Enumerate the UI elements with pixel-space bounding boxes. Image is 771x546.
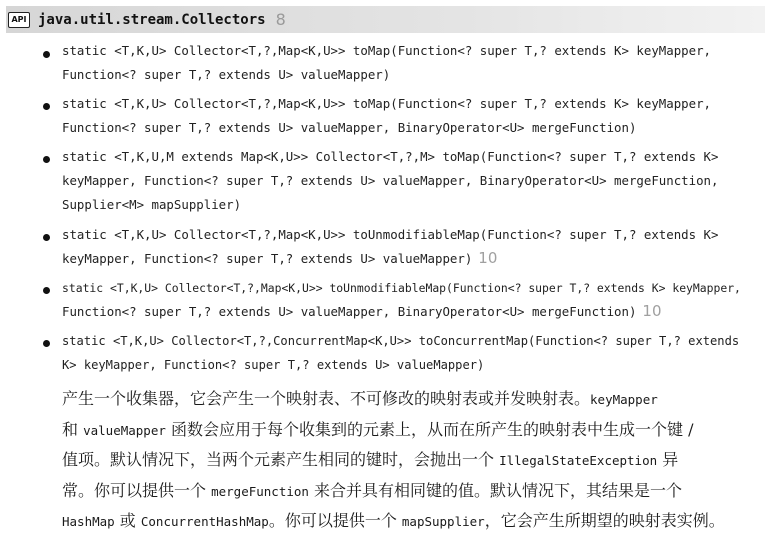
signature-line: Supplier<M> mapSupplier) bbox=[62, 197, 242, 212]
description-line bbox=[62, 384, 762, 415]
description-text: 值项。默认情况下，当两个元素产生相同的键时，会抛出一个 bbox=[62, 450, 500, 469]
description-line bbox=[62, 445, 762, 476]
package-name: java.util.stream.Collectors bbox=[38, 11, 266, 28]
bullet-icon bbox=[43, 287, 50, 294]
signature-line: keyMapper, Function<? super T,? extends U> valueMapper) bbox=[62, 251, 473, 266]
code-term: ConcurrentHashMap bbox=[140, 514, 269, 529]
description-line bbox=[62, 415, 762, 446]
description-text: ，它会产生所期望的映射表实例。 bbox=[484, 511, 725, 530]
signature-line: static <T,K,U> Collector<T,?,Map<K,U>> toUnmodifiableMap(Function<? super T,? extends K> bbox=[62, 227, 719, 242]
signature-line: static <T,K,U> Collector<T,?,Map<K,U>> toMap(Function<? super T,? extends K> keyMapper, bbox=[62, 43, 712, 58]
signature-line: static <T,K,U> Collector<T,?,Map<K,U>> toMap(Function<? super T,? extends K> keyMapper, bbox=[62, 96, 712, 111]
bullet-icon bbox=[43, 234, 50, 241]
signature-line: Function<? super T,? extends U> valueMapper) bbox=[62, 67, 391, 82]
signature-line: keyMapper, Function<? super T,? extends U> valueMapper, BinaryOperator<U> mergeFunction, bbox=[62, 173, 719, 188]
description-text: 常。你可以提供一个 bbox=[62, 480, 212, 500]
method-signature bbox=[62, 92, 770, 140]
method-signature bbox=[62, 39, 770, 87]
description-line bbox=[62, 476, 762, 507]
signature-line: Function<? super T,? extends U> valueMapper, BinaryOperator<U> mergeFunction) bbox=[62, 120, 637, 135]
description-text: 来合并具有相同键的值。默认情况下，其结果是一个 bbox=[308, 480, 683, 500]
description-line bbox=[62, 506, 762, 537]
description-text: 或 bbox=[114, 511, 141, 530]
signature-line: K> keyMapper, Function<? super T,? extends U> valueMapper) bbox=[62, 358, 485, 372]
code-term: mapSupplier bbox=[401, 514, 485, 529]
code-term: IllegalStateException bbox=[499, 453, 658, 468]
bullet-icon bbox=[43, 51, 50, 58]
version-number: 8 bbox=[275, 10, 286, 29]
code-term: mergeFunction bbox=[211, 483, 309, 499]
version-badge: 10 bbox=[642, 302, 662, 320]
api-header bbox=[6, 6, 765, 33]
signature-line: static <T,K,U,M extends Map<K,U>> Collector<T,?,M> toMap(Function<? super T,? extends K> bbox=[62, 149, 719, 164]
description-text: 。你可以提供一个 bbox=[268, 511, 402, 530]
signature-line: Function<? super T,? extends U> valueMapper, BinaryOperator<U> mergeFunction) bbox=[62, 304, 637, 319]
method-signature bbox=[62, 276, 770, 324]
method-signature bbox=[62, 223, 770, 271]
code-term: keyMapper bbox=[590, 392, 658, 407]
api-icon: API bbox=[8, 12, 30, 28]
version-badge: 10 bbox=[478, 249, 498, 267]
method-signature bbox=[62, 145, 770, 217]
description-text: 函数会应用于每个收集到的元素上，从而在所产生的映射表中生成一个键 / bbox=[165, 419, 694, 439]
code-term: valueMapper bbox=[83, 422, 166, 438]
bullet-icon bbox=[43, 340, 50, 347]
description-text: 产生一个收集器，它会产生一个映射表、不可修改的映射表或并发映射表。 bbox=[62, 389, 591, 408]
description-text: 异 bbox=[657, 450, 679, 469]
method-signature bbox=[62, 329, 770, 377]
code-term: HashMap bbox=[62, 514, 115, 529]
signature-line: static <T,K,U> Collector<T,?,ConcurrentMap<K,U>> toConcurrentMap(Function<? super T,? extends bbox=[62, 334, 740, 348]
bullet-icon bbox=[43, 103, 50, 110]
signature-line: static <T,K,U> Collector<T,?,Map<K,U>> toUnmodifiableMap(Function<? super T,? extends K> keyMapper, bbox=[62, 281, 741, 295]
description-paragraph bbox=[62, 384, 762, 537]
bullet-icon bbox=[43, 156, 50, 163]
description-text: 和 bbox=[62, 419, 84, 439]
